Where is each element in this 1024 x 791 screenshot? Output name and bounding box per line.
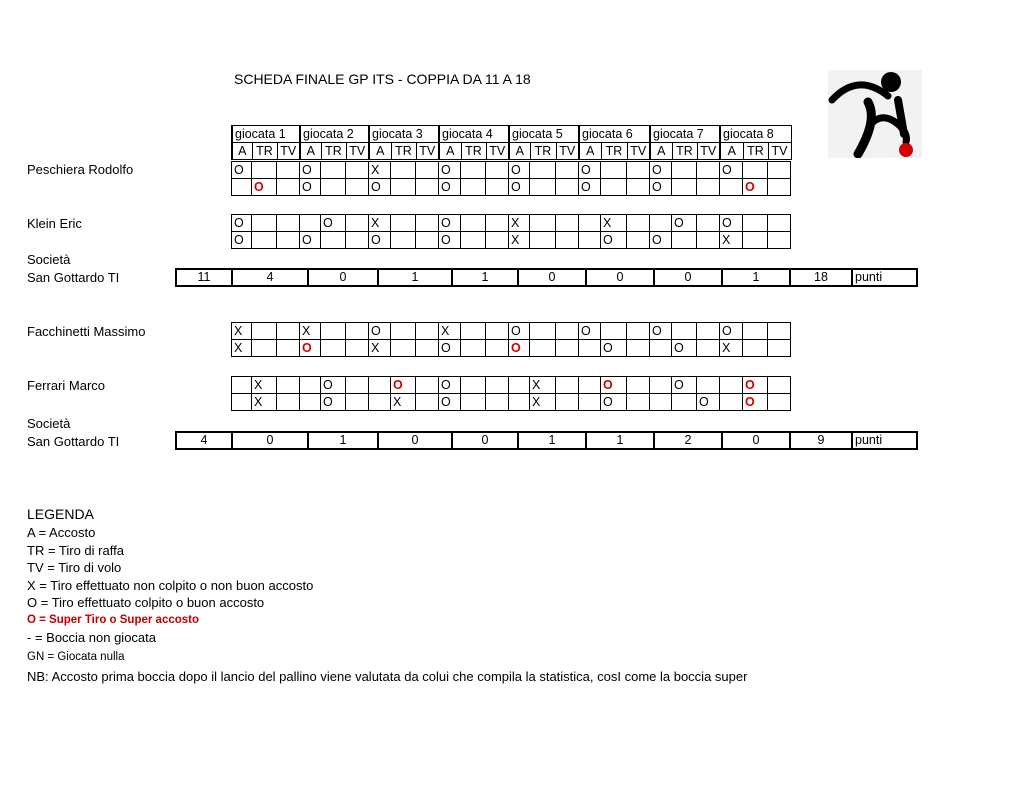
shot-cell: O (232, 215, 252, 232)
shot-cell (486, 232, 509, 249)
societa-label: Società (27, 416, 71, 431)
shot-cell (369, 394, 391, 411)
legend-item: - = Boccia non giocata (27, 630, 156, 645)
shot-cell (579, 377, 601, 394)
shot-cell (321, 179, 346, 196)
shot-cell: X (509, 232, 530, 249)
shot-cell (346, 377, 369, 394)
giocata-header: giocata 5 (509, 126, 579, 143)
score-cell: 1 (586, 432, 654, 449)
shot-cell (416, 323, 439, 340)
shot-cell (391, 162, 416, 179)
shot-cell (672, 323, 697, 340)
shot-cell (768, 323, 791, 340)
shot-cell: O (439, 377, 461, 394)
score-cell: 0 (452, 432, 518, 449)
shot-cell (486, 215, 509, 232)
shot-cell (627, 377, 650, 394)
shot-cell: O (672, 340, 697, 357)
shot-cell (277, 377, 300, 394)
shot-cell (300, 394, 321, 411)
shot-cell (768, 232, 791, 249)
shot-cell (486, 340, 509, 357)
shot-cell: O (672, 377, 697, 394)
shot-cell: X (439, 323, 461, 340)
shot-cell: O (252, 179, 277, 196)
shot-cell: O (439, 179, 461, 196)
giocata-header: giocata 7 (650, 126, 720, 143)
shot-type-header: TV (697, 143, 720, 160)
shot-cell: O (601, 340, 627, 357)
shot-cell: O (439, 162, 461, 179)
shot-cell (416, 215, 439, 232)
shot-cell (391, 179, 416, 196)
shot-type-header: TR (391, 143, 416, 160)
shot-cell (556, 232, 579, 249)
shot-cell (672, 162, 697, 179)
shot-type-header: TV (627, 143, 650, 160)
shot-cell (252, 323, 277, 340)
shot-cell (768, 215, 791, 232)
shot-cell (461, 215, 486, 232)
shot-cell (232, 179, 252, 196)
shot-cell (346, 340, 369, 357)
shot-cell (486, 179, 509, 196)
shot-cell (556, 394, 579, 411)
shot-cell (697, 215, 720, 232)
score-cell: 1 (722, 269, 790, 286)
shot-cell (461, 179, 486, 196)
shot-cell: X (509, 215, 530, 232)
shot-cell: O (232, 232, 252, 249)
shot-cell: X (391, 394, 416, 411)
shot-cell (416, 377, 439, 394)
shot-cell: O (300, 162, 321, 179)
score-cell: 4 (232, 269, 308, 286)
player-name: Klein Eric (27, 216, 82, 231)
shot-cell (252, 232, 277, 249)
legend-item: TV = Tiro di volo (27, 560, 122, 575)
shot-cell (672, 179, 697, 196)
shot-cell (461, 394, 486, 411)
shot-cell (486, 323, 509, 340)
legend-heading: LEGENDA (27, 506, 94, 522)
shot-cell (697, 340, 720, 357)
shot-cell (530, 179, 556, 196)
shot-cell (720, 377, 743, 394)
shot-cell (672, 232, 697, 249)
shot-cell: O (300, 179, 321, 196)
shot-cell: X (720, 340, 743, 357)
player-name: Peschiera Rodolfo (27, 162, 134, 177)
shot-cell (697, 232, 720, 249)
shot-cell (650, 215, 672, 232)
team-score-row (175, 268, 918, 287)
shot-cell (486, 162, 509, 179)
shot-type-header: TV (277, 143, 300, 160)
shot-cell: O (391, 377, 416, 394)
shot-cell (650, 377, 672, 394)
shot-cell (416, 179, 439, 196)
shot-cell (601, 323, 627, 340)
shot-cell: O (579, 179, 601, 196)
shot-cell: O (601, 394, 627, 411)
shot-cell: O (321, 377, 346, 394)
legend-note: NB: Accosto prima boccia dopo il lancio del pallino viene valutata da colui che compila la statistica, cosI come la boccia super (27, 668, 748, 684)
shot-cell (416, 232, 439, 249)
shot-cell (346, 394, 369, 411)
shot-cell (697, 377, 720, 394)
shot-cell (321, 323, 346, 340)
shot-cell (627, 162, 650, 179)
shot-type-header: TV (556, 143, 579, 160)
societa-label: Società (27, 252, 71, 267)
shot-cell: X (369, 162, 391, 179)
shot-cell: O (369, 232, 391, 249)
score-cell: 18 (790, 269, 852, 286)
shot-type-header: TR (672, 143, 697, 160)
shot-cell (461, 162, 486, 179)
shot-cell: X (369, 215, 391, 232)
shot-cell (650, 340, 672, 357)
shot-cell: O (720, 323, 743, 340)
shot-cell (277, 162, 300, 179)
shot-cell (461, 232, 486, 249)
shot-cell (277, 215, 300, 232)
shot-cell: X (232, 340, 252, 357)
score-header (231, 125, 792, 160)
shot-cell: O (601, 232, 627, 249)
shot-cell (321, 340, 346, 357)
legend-item: A = Accosto (27, 525, 96, 540)
shot-cell (277, 340, 300, 357)
shot-type-header: TR (252, 143, 277, 160)
giocata-header: giocata 2 (300, 126, 369, 143)
score-cell: 0 (722, 432, 790, 449)
score-cell: 2 (654, 432, 722, 449)
shot-cell: O (300, 232, 321, 249)
shot-cell (556, 215, 579, 232)
score-cell: 0 (232, 432, 308, 449)
giocata-header: giocata 4 (439, 126, 509, 143)
score-cell: 0 (518, 269, 586, 286)
societa-name: San Gottardo TI (27, 270, 120, 285)
score-cell: 1 (518, 432, 586, 449)
shot-cell: O (720, 215, 743, 232)
shot-cell (391, 215, 416, 232)
societa-name: San Gottardo TI (27, 434, 120, 449)
shot-cell (627, 215, 650, 232)
shot-cell (321, 232, 346, 249)
shot-cell: O (579, 323, 601, 340)
shot-cell (556, 162, 579, 179)
shot-cell: O (650, 323, 672, 340)
legend-item-super: O = Super Tiro o Super accosto (27, 613, 200, 626)
punti-label: punti (852, 432, 917, 449)
shot-cell: O (321, 394, 346, 411)
shot-cell (346, 215, 369, 232)
shot-cell (416, 340, 439, 357)
shot-cell (697, 162, 720, 179)
shot-cell: O (321, 215, 346, 232)
shot-cell: O (509, 340, 530, 357)
shot-cell: O (672, 215, 697, 232)
shot-type-header: TR (461, 143, 486, 160)
shot-cell (556, 323, 579, 340)
shot-type-header: A (300, 143, 321, 160)
legend-item: GN = Giocata nulla (27, 650, 125, 663)
shot-cell (627, 323, 650, 340)
score-cell: 9 (790, 432, 852, 449)
shot-cell (461, 340, 486, 357)
team-score-row (175, 431, 918, 450)
shot-cell: O (439, 232, 461, 249)
shot-cell (232, 394, 252, 411)
player-score-grid (231, 214, 791, 249)
shot-cell: X (720, 232, 743, 249)
shot-cell: O (650, 162, 672, 179)
shot-cell: X (300, 323, 321, 340)
shot-cell (486, 377, 509, 394)
shot-cell (530, 323, 556, 340)
shot-type-header: A (369, 143, 391, 160)
score-cell: 1 (308, 432, 378, 449)
player-score-grid (231, 322, 791, 357)
score-cell: 4 (176, 432, 232, 449)
shot-cell (277, 394, 300, 411)
shot-cell: O (369, 179, 391, 196)
shot-cell (252, 215, 277, 232)
player-name: Ferrari Marco (27, 378, 106, 393)
shot-cell (232, 377, 252, 394)
player-name: Facchinetti Massimo (27, 324, 146, 339)
score-cell: 1 (452, 269, 518, 286)
giocata-header: giocata 8 (720, 126, 791, 143)
shot-cell (720, 179, 743, 196)
giocata-header: giocata 6 (579, 126, 650, 143)
shot-cell (509, 377, 530, 394)
shot-cell: X (530, 377, 556, 394)
shot-cell (768, 340, 791, 357)
shot-cell (579, 394, 601, 411)
shot-cell (601, 162, 627, 179)
score-cell: 0 (308, 269, 378, 286)
page-title: SCHEDA FINALE GP ITS - COPPIA DA 11 A 18 (234, 71, 531, 87)
shot-cell (627, 179, 650, 196)
shot-cell (346, 179, 369, 196)
shot-cell (768, 394, 791, 411)
shot-cell (530, 340, 556, 357)
shot-cell (743, 232, 768, 249)
shot-type-header: TV (768, 143, 791, 160)
shot-type-header: A (650, 143, 672, 160)
shot-type-header: A (720, 143, 743, 160)
shot-type-header: TR (321, 143, 346, 160)
shot-cell (627, 340, 650, 357)
shot-cell (556, 340, 579, 357)
shot-cell (300, 377, 321, 394)
shot-cell (743, 340, 768, 357)
shot-cell (252, 340, 277, 357)
shot-cell (579, 232, 601, 249)
shot-cell: O (743, 394, 768, 411)
shot-type-header: A (579, 143, 601, 160)
shot-cell: O (650, 232, 672, 249)
shot-cell (530, 232, 556, 249)
shot-cell: X (252, 394, 277, 411)
shot-cell (579, 215, 601, 232)
shot-cell: O (743, 179, 768, 196)
shot-cell (461, 377, 486, 394)
shot-cell (391, 323, 416, 340)
shot-cell (391, 232, 416, 249)
shot-cell (627, 232, 650, 249)
shot-cell: X (232, 323, 252, 340)
shot-cell: X (530, 394, 556, 411)
shot-cell (556, 179, 579, 196)
shot-cell (461, 323, 486, 340)
shot-cell (369, 377, 391, 394)
shot-cell (743, 162, 768, 179)
shot-cell (346, 323, 369, 340)
shot-cell: O (697, 394, 720, 411)
shot-cell (321, 162, 346, 179)
player-score-grid (231, 376, 791, 411)
shot-cell (768, 179, 791, 196)
shot-cell (416, 394, 439, 411)
shot-cell: O (601, 377, 627, 394)
bocce-player-logo (828, 70, 922, 158)
shot-cell: O (439, 340, 461, 357)
shot-cell: O (579, 162, 601, 179)
shot-cell (697, 323, 720, 340)
shot-cell (556, 377, 579, 394)
shot-type-header: TV (486, 143, 509, 160)
shot-cell (579, 340, 601, 357)
legend (27, 505, 747, 685)
shot-type-header: A (509, 143, 530, 160)
shot-type-header: A (439, 143, 461, 160)
shot-cell: O (743, 377, 768, 394)
shot-type-header: TV (346, 143, 369, 160)
score-cell: 1 (378, 269, 452, 286)
shot-cell (277, 323, 300, 340)
shot-cell (252, 162, 277, 179)
score-cell: 0 (378, 432, 452, 449)
legend-item: O = Tiro effettuato colpito o buon accosto (27, 595, 265, 610)
score-cell: 0 (654, 269, 722, 286)
shot-cell: O (439, 394, 461, 411)
punti-label: punti (852, 269, 917, 286)
score-cell: 11 (176, 269, 232, 286)
shot-type-header: TR (530, 143, 556, 160)
shot-cell (650, 394, 672, 411)
shot-cell: O (300, 340, 321, 357)
legend-item: TR = Tiro di raffa (27, 542, 124, 558)
shot-cell: O (509, 179, 530, 196)
shot-cell (277, 232, 300, 249)
shot-cell: O (369, 323, 391, 340)
player-score-grid (231, 161, 791, 196)
shot-cell (509, 394, 530, 411)
shot-type-header: TR (743, 143, 768, 160)
shot-cell: O (232, 162, 252, 179)
shot-cell (720, 394, 743, 411)
shot-type-header: TR (601, 143, 627, 160)
shot-cell: X (601, 215, 627, 232)
shot-cell (768, 162, 791, 179)
shot-cell (627, 394, 650, 411)
shot-cell (300, 215, 321, 232)
shot-cell (743, 323, 768, 340)
shot-cell (277, 179, 300, 196)
shot-cell: X (252, 377, 277, 394)
shot-cell (672, 394, 697, 411)
shot-cell: X (369, 340, 391, 357)
giocata-header: giocata 1 (232, 126, 300, 143)
shot-type-header: TV (416, 143, 439, 160)
legend-item: X = Tiro effettuato non colpito o non buon accosto (27, 577, 314, 593)
giocata-header: giocata 3 (369, 126, 439, 143)
shot-cell (601, 179, 627, 196)
shot-cell: O (650, 179, 672, 196)
shot-cell (768, 377, 791, 394)
shot-cell: O (509, 323, 530, 340)
shot-cell (346, 232, 369, 249)
score-cell: 0 (586, 269, 654, 286)
shot-cell (391, 340, 416, 357)
shot-cell (743, 215, 768, 232)
shot-type-header: A (232, 143, 252, 160)
shot-cell: O (509, 162, 530, 179)
shot-cell (530, 215, 556, 232)
shot-cell: O (720, 162, 743, 179)
shot-cell (346, 162, 369, 179)
shot-cell (416, 162, 439, 179)
shot-cell (697, 179, 720, 196)
shot-cell (530, 162, 556, 179)
shot-cell (486, 394, 509, 411)
shot-cell: O (439, 215, 461, 232)
